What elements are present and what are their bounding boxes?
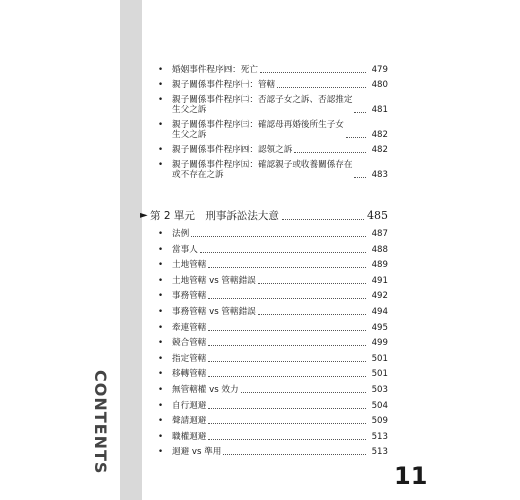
dot-leader [294,152,366,153]
bullet-icon: • [158,229,164,239]
toc-item[interactable] [158,145,388,155]
toc-item-label: 親子關係事件程序㈢：確認母再婚後所生子女 生父之訴 [172,120,344,140]
toc-item-label: 移轉管轄 [172,369,207,380]
toc-item[interactable] [158,95,388,115]
bullet-icon: • [158,431,164,442]
dot-leader [277,87,366,88]
toc-item-label: 土地管轄 [172,260,207,271]
unit-page: 485 [367,209,388,222]
bullet-icon: • [158,80,164,90]
toc-item[interactable] [158,385,388,395]
toc-unit-list [158,229,388,457]
dot-leader [208,376,366,377]
bullet-icon: • [158,306,164,317]
toc-item-page: 503 [371,384,388,395]
toc-item[interactable] [158,80,388,90]
bullet-icon: • [158,260,164,271]
bullet-icon: • [158,120,164,130]
dot-leader [208,267,366,268]
dot-leader [223,454,366,455]
dot-leader [260,72,366,73]
toc-item[interactable] [158,276,388,286]
toc-item-page: 483 [371,170,388,180]
dot-leader [208,330,366,331]
toc-item[interactable] [158,447,388,457]
toc-item-label: 自行迴避 [172,400,207,411]
toc-item-page: 481 [371,105,388,115]
bullet-icon: • [158,353,164,364]
bullet-icon: • [158,160,164,170]
toc-item-page: 489 [371,260,388,271]
toc-item-page: 501 [371,353,388,364]
toc-item[interactable] [158,65,388,75]
toc-section-list [158,65,388,180]
toc-item[interactable] [158,291,388,301]
toc-item-label: 當事人 [172,244,198,255]
dot-leader [241,392,366,393]
toc-item-page: 487 [371,229,388,239]
bullet-icon: • [158,338,164,349]
toc-item[interactable] [158,416,388,426]
toc-item-page: 480 [371,80,388,90]
unit-title: 第 2 單元 刑事訴訟法大意 [150,210,279,222]
toc-item[interactable] [158,120,388,140]
toc-item-label: 土地管轄 vs 管轄錯誤 [172,275,256,286]
toc-item-page: 482 [371,145,388,155]
dot-leader [346,137,366,138]
toc-item[interactable] [158,245,388,255]
toc-item[interactable] [158,160,388,180]
sidebar-band [120,0,142,500]
toc-item-page: 509 [371,416,388,427]
toc-item-label: 婚姻事件程序㈣：死亡 [172,65,258,75]
toc-item-label: 指定管轄 [172,353,207,364]
toc-item[interactable] [158,338,388,348]
toc-item-page: 499 [371,338,388,349]
toc-item-page: 492 [371,291,388,302]
toc-item-page: 504 [371,400,388,411]
toc-item-page: 488 [371,244,388,255]
bullet-icon: • [158,369,164,380]
dot-leader [200,252,366,253]
toc-item-label: 無管轄權 vs 效力 [172,384,239,395]
dot-leader [208,361,366,362]
toc-item[interactable] [158,369,388,379]
dot-leader [208,298,366,299]
unit-heading[interactable] [140,209,388,223]
toc-item-page: 513 [371,431,388,442]
triangle-right-icon: ► [140,210,148,221]
toc-item[interactable] [158,323,388,333]
toc-item[interactable] [158,229,388,239]
toc-item-label: 事務管轄 [172,291,207,302]
toc-item-label: 事務管轄 vs 管轄錯誤 [172,306,256,317]
dot-leader [354,112,366,113]
toc-item[interactable] [158,401,388,411]
dot-leader [258,283,366,284]
dot-leader [208,439,366,440]
toc-item-label: 親子關係事件程序㈤：確認親子或收養關係存在 或不存在之訴 [172,160,353,180]
toc-item-page: 513 [371,447,388,458]
dot-leader [354,177,366,178]
toc-item[interactable] [158,354,388,364]
toc-item-label: 聲請迴避 [172,416,207,427]
dot-leader [282,219,364,220]
bullet-icon: • [158,322,164,333]
toc-item-label: 親子關係事件程序㈣：認領之訴 [172,145,293,155]
bullet-icon: • [158,447,164,458]
dot-leader [258,314,366,315]
toc-item-label: 競合管轄 [172,338,207,349]
toc-item-label: 迴避 vs 準用 [172,447,222,458]
toc-item-label: 親子關係事件程序㈡：否認子女之訴、否認推定 生父之訴 [172,95,353,115]
bullet-icon: • [158,244,164,255]
toc-item-label: 親子關係事件程序㈠：管轄 [172,80,276,90]
bullet-icon: • [158,65,164,75]
toc-item-page: 494 [371,306,388,317]
toc-item-page: 479 [371,65,388,75]
toc-item[interactable] [158,432,388,442]
toc-item[interactable] [158,260,388,270]
dot-leader [208,423,366,424]
toc-item-page: 501 [371,369,388,380]
toc-item-label: 職權迴避 [172,431,207,442]
bullet-icon: • [158,400,164,411]
page-number: 11 [394,462,428,490]
dot-leader [191,236,366,237]
toc-item-label: 牽連管轄 [172,322,207,333]
bullet-icon: • [158,145,164,155]
bullet-icon: • [158,95,164,105]
toc-item-label: 法例 [172,229,190,239]
dot-leader [208,408,366,409]
bullet-icon: • [158,416,164,427]
toc-item-page: 482 [371,130,388,140]
bullet-icon: • [158,275,164,286]
toc-item[interactable] [158,307,388,317]
toc-item-page: 491 [371,275,388,286]
bullet-icon: • [158,384,164,395]
toc-item-page: 495 [371,322,388,333]
dot-leader [208,345,366,346]
contents-vertical-label: CONTENTS [91,370,110,475]
bullet-icon: • [158,291,164,302]
